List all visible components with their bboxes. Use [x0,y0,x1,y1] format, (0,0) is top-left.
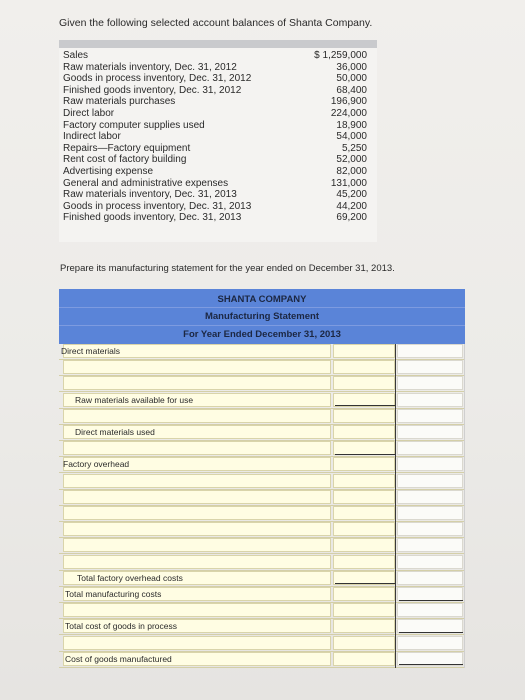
account-row [63,213,373,223]
account-label: Raw materials inventory, Dec. 31, 2013 [63,189,237,201]
statement-row [59,506,465,522]
statement-row [59,376,465,392]
account-label: Finished goods inventory, Dec. 31, 2013 [63,212,242,224]
statement-row [59,652,465,668]
statement-input-cell[interactable] [397,344,463,358]
statement-input-cell[interactable] [397,506,463,520]
account-label: Repairs—Factory equipment [63,142,191,154]
label-direct-materials: Direct materials [61,346,121,356]
account-row [63,109,373,119]
statement-title: Manufacturing Statement [204,311,319,322]
account-value: 82,000 [336,166,367,177]
account-row [63,190,373,200]
statement-input-cell[interactable] [63,603,331,617]
statement-input-cell[interactable] [397,603,463,617]
statement-input-cell[interactable] [333,587,395,601]
subtotal-rule [399,664,463,665]
statement-input-cell[interactable] [333,555,395,569]
statement-row [59,441,465,457]
statement-header [59,289,465,344]
statement-row [59,587,465,603]
subtotal-rule [335,583,395,584]
statement-row [59,393,465,409]
account-row [63,144,373,154]
label-direct-materials-used: Direct materials used [75,427,155,437]
account-label: Rent cost of factory building [63,154,187,166]
statement-grid [59,344,465,699]
account-value: 54,000 [336,131,367,143]
statement-input-cell[interactable] [397,490,463,504]
account-row [63,86,373,96]
account-value: 18,900 [336,119,367,131]
statement-input-cell[interactable] [333,538,395,552]
statement-input-cell[interactable] [333,425,395,439]
statement-row [59,425,465,441]
statement-input-cell[interactable] [397,522,463,536]
account-row [63,202,373,212]
statement-input-cell[interactable] [63,555,331,569]
statement-input-cell[interactable] [333,376,395,390]
statement-input-cell[interactable] [333,490,395,504]
statement-input-cell[interactable] [397,376,463,390]
statement-input-cell[interactable] [333,522,395,536]
statement-input-cell[interactable] [333,457,395,471]
statement-row [59,457,465,473]
label-total-factory-overhead: Total factory overhead costs [77,572,183,583]
account-row [63,179,373,189]
statement-input-cell[interactable] [333,652,395,666]
account-value: 224,000 [330,108,367,119]
label-raw-materials-available: Raw materials available for use [75,394,194,405]
statement-input-cell[interactable] [63,538,331,552]
statement-input-cell[interactable] [333,636,395,650]
statement-input-cell[interactable] [63,409,331,423]
account-value: 5,250 [341,142,367,154]
statement-input-cell[interactable] [397,409,463,423]
statement-period: For Year Ended December 31, 2013 [183,329,341,340]
statement-input-cell[interactable] [397,555,463,569]
statement-row [59,636,465,652]
statement-input-cell[interactable] [333,474,395,488]
problem-intro: Given the following selected account balances of Shanta Company. [59,17,373,29]
column-divider [464,344,465,668]
statement-input-cell[interactable] [397,636,463,650]
statement-input-cell[interactable] [63,506,331,520]
statement-input-cell[interactable] [333,603,395,617]
account-value: 196,900 [330,96,367,108]
statement-input-cell[interactable] [63,474,331,488]
statement-row [59,555,465,571]
statement-row [59,490,465,506]
statement-input-cell[interactable] [333,409,395,423]
account-label: Raw materials inventory, Dec. 31, 2012 [63,61,237,73]
statement-input-cell[interactable] [397,425,463,439]
account-row [63,132,373,142]
statement-input-cell[interactable] [63,360,331,374]
statement-input-cell[interactable] [397,538,463,552]
statement-row [59,603,465,619]
account-row [63,74,373,84]
subtotal-rule [335,454,395,455]
account-label: Indirect labor [63,131,121,143]
label-total-goods-in-process: Total cost of goods in process [65,621,177,632]
subtotal-rule [399,632,463,633]
statement-input-cell[interactable] [397,441,463,455]
account-label: Goods in process inventory, Dec. 31, 2012 [63,73,252,85]
statement-row [59,571,465,587]
account-value: 131,000 [330,177,367,189]
account-value: $ 1,259,000 [314,50,367,61]
account-balances-box [59,40,377,242]
account-label: Advertising expense [63,166,154,177]
account-label: Sales [63,50,89,61]
problem-instruction: Prepare its manufacturing statement for the year ended on December 31, 2013. [60,263,395,274]
statement-input-cell[interactable] [63,636,331,650]
statement-input-cell[interactable] [63,522,331,536]
account-row [63,167,373,177]
statement-input-cell[interactable] [63,490,331,504]
statement-row [59,474,465,490]
statement-row [59,619,465,635]
statement-input-cell[interactable] [397,457,463,471]
account-label: General and administrative expenses [63,177,229,189]
account-value: 36,000 [336,61,367,73]
statement-input-cell[interactable] [63,441,331,455]
statement-row [59,538,465,554]
account-value: 45,200 [336,189,367,201]
subtotal-rule [335,405,395,406]
statement-row [59,409,465,425]
account-label: Factory computer supplies used [63,119,205,131]
account-value: 50,000 [336,73,367,85]
account-label: Direct labor [63,108,115,119]
statement-row [59,344,465,360]
account-row [63,97,373,107]
column-divider [395,344,396,668]
statement-input-cell[interactable] [397,571,463,585]
label-cost-of-goods-manufactured: Cost of goods manufactured [65,653,172,664]
statement-input-cell[interactable] [397,360,463,374]
account-value: 69,200 [336,212,367,224]
statement-input-cell[interactable] [333,344,395,358]
statement-input-cell[interactable] [397,393,463,407]
account-label: Finished goods inventory, Dec. 31, 2012 [63,84,242,96]
statement-input-cell[interactable] [333,506,395,520]
account-row [63,63,373,73]
statement-row [59,360,465,376]
subtotal-rule [399,600,463,601]
account-row [63,121,373,131]
account-value: 52,000 [336,154,367,166]
statement-input-cell[interactable] [397,474,463,488]
statement-row [59,522,465,538]
statement-company: SHANTA COMPANY [217,294,307,305]
manufacturing-statement [59,289,465,699]
account-label: Raw materials purchases [63,96,176,108]
label-total-manufacturing-costs: Total manufacturing costs [65,589,162,599]
account-value: 44,200 [336,200,367,212]
account-label: Goods in process inventory, Dec. 31, 2013 [63,200,252,212]
statement-input-cell[interactable] [63,376,331,390]
account-value: 68,400 [336,84,367,96]
account-row [63,51,373,61]
account-row [63,155,373,165]
label-factory-overhead: Factory overhead [63,459,130,470]
statement-input-cell[interactable] [333,619,395,633]
statement-input-cell[interactable] [333,360,395,374]
